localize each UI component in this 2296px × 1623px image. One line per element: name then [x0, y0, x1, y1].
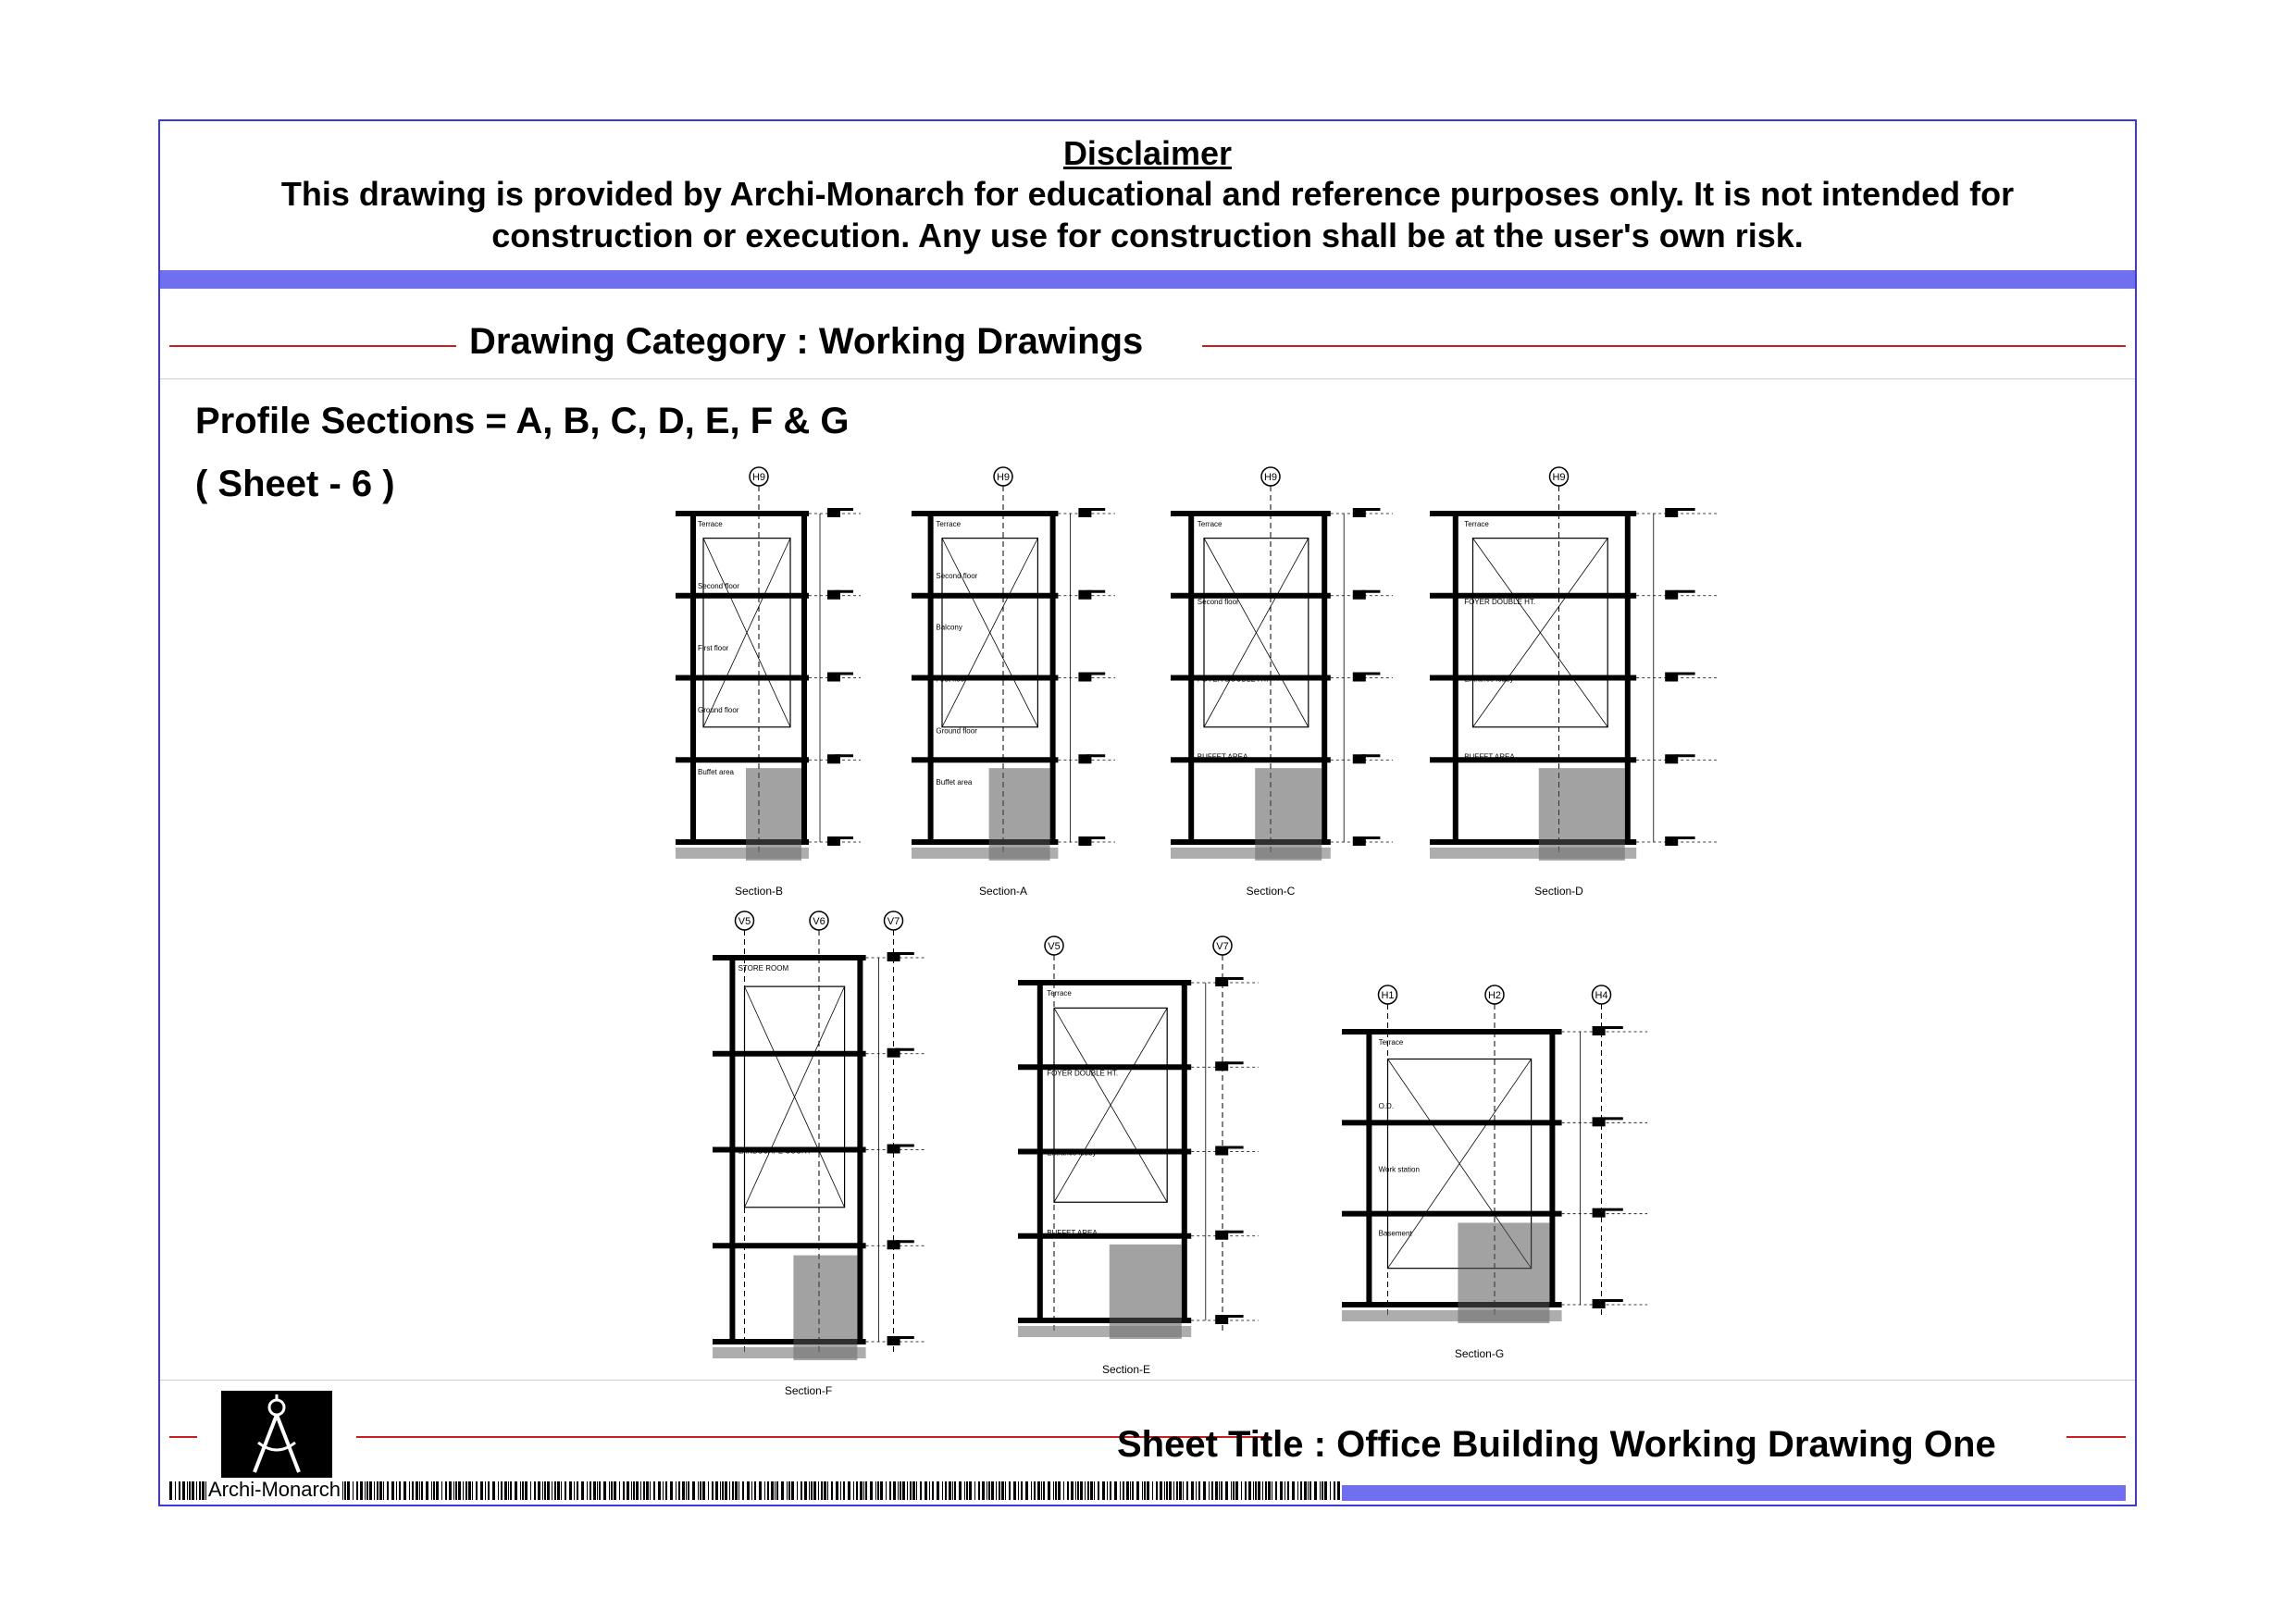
room-label: Basement: [1378, 1229, 1412, 1238]
disclaimer-line-2: construction or execution. Any use for construction shall be at the user's own risk.: [491, 217, 1804, 254]
room-label: Work station: [1378, 1165, 1420, 1174]
grid-label: V6: [813, 916, 825, 927]
room-label: Terrace: [1047, 989, 1072, 997]
section-drawing: [912, 467, 1115, 898]
grid-label: V5: [738, 916, 751, 927]
section-name: Section-G: [1454, 1347, 1505, 1360]
room-label: Second floor: [698, 582, 739, 590]
grid-label: H9: [996, 472, 1011, 483]
room-label: LANDSCAPE COURT: [738, 1146, 812, 1156]
section-drawing: [1171, 467, 1393, 898]
room-label: FOYER DOUBLE HT.: [1197, 675, 1269, 684]
drawing-category: Drawing Category : Working Drawings: [469, 321, 1144, 362]
room-label: Terrace: [1378, 1038, 1404, 1047]
room-label: FOYER DOUBLE HT.: [1464, 597, 1536, 606]
grid-label: H4: [1595, 990, 1608, 1001]
room-label: Terrace: [936, 520, 962, 528]
disclaimer-line-1: This drawing is provided by Archi-Monarch for educational and reference purposes only. It is not intended for: [280, 175, 2015, 213]
grid-label: V7: [1216, 941, 1229, 952]
sheet-number: ( Sheet - 6 ): [195, 464, 395, 504]
room-label: Terrace: [1197, 520, 1222, 528]
room-label: STORE ROOM: [738, 964, 789, 973]
room-label: Ground floor: [698, 706, 739, 714]
room-label: BUFFET AREA: [1464, 752, 1515, 762]
section-drawing: [713, 911, 925, 1397]
section-drawing: [1018, 936, 1259, 1376]
room-label: Terrace: [1464, 520, 1489, 528]
room-label: Second floor: [936, 571, 978, 580]
room-label: BUFFET AREA: [1047, 1228, 1098, 1237]
section-drawing: [1342, 985, 1647, 1360]
grid-label: V7: [887, 916, 900, 927]
room-label: FOYER DOUBLE HT.: [1047, 1069, 1119, 1078]
room-label: Buffet area: [936, 778, 973, 787]
room-label: Entrance lobby: [1464, 675, 1514, 684]
grid-label: H2: [1487, 990, 1502, 1001]
section-drawing: [676, 467, 861, 898]
section-name: Section-E: [1101, 1363, 1151, 1376]
grid-label: H9: [751, 472, 766, 483]
room-label: Entrance lobby: [1047, 1148, 1097, 1158]
room-label: Ground floor: [936, 726, 977, 736]
grid-label: H1: [1381, 990, 1395, 1001]
section-name: Section-D: [1534, 885, 1583, 898]
grid-label: V5: [1048, 941, 1061, 952]
disclaimer-title: Disclaimer: [1062, 134, 1233, 172]
logo-text: Archi-Monarch: [208, 1478, 341, 1501]
section-name: Section-C: [1246, 885, 1296, 898]
room-label: BUFFET AREA: [1197, 752, 1248, 762]
grid-label: H9: [1263, 472, 1278, 483]
room-label: O.D.: [1378, 1101, 1395, 1110]
room-label: First floor: [698, 644, 729, 652]
section-drawing: [1430, 467, 1717, 898]
section-name: Section-F: [784, 1384, 833, 1397]
section-name: Section-A: [978, 885, 1028, 898]
sheet-title: Sheet Title : Office Building Working Drawing One: [1117, 1424, 1996, 1465]
section-name: Section-B: [734, 885, 784, 898]
room-label: Terrace: [698, 520, 723, 528]
room-label: Buffet area: [698, 768, 734, 776]
room-label: Balcony: [936, 623, 962, 632]
room-label: Second floor: [1197, 597, 1239, 606]
profile-sections-heading: Profile Sections = A, B, C, D, E, F & G: [195, 401, 850, 441]
grid-label: H9: [1552, 472, 1566, 483]
room-label: First floor: [936, 675, 967, 684]
